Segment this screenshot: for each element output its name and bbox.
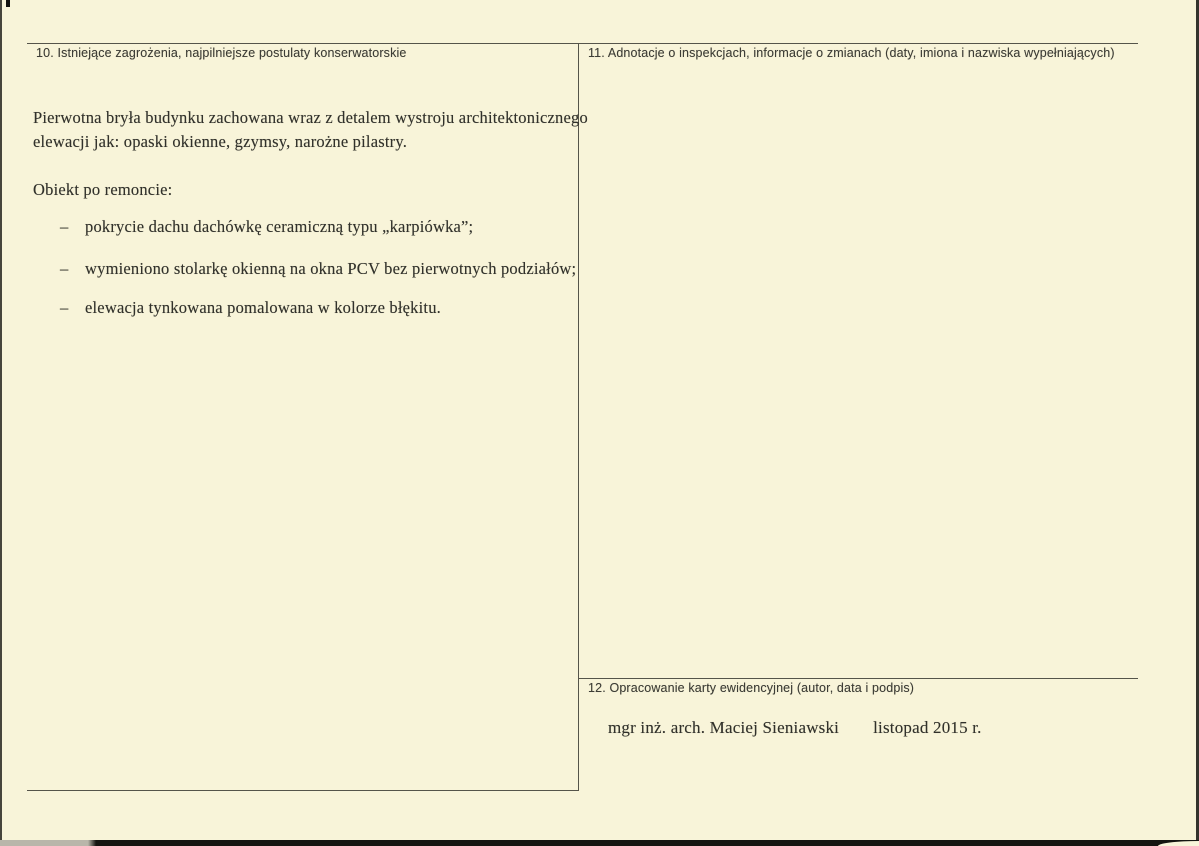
section-10-header: 10. Istniejące zagrożenia, najpilniejsze postulaty konserwatorskie bbox=[36, 46, 407, 60]
condition-paragraph-line-2: elewacji jak: opaski okienne, gzymsy, narożne pilastry. bbox=[33, 131, 408, 151]
list-dash-marker: – bbox=[60, 259, 69, 278]
list-item bbox=[60, 217, 473, 237]
section-10-bottom-line bbox=[27, 790, 578, 791]
completion-date: listopad 2015 r. bbox=[873, 718, 982, 737]
list-item-text: pokrycie dachu dachówkę ceramiczną typu „karpiówka”; bbox=[85, 217, 474, 236]
top-rule-line bbox=[27, 43, 1138, 44]
condition-paragraph bbox=[33, 106, 588, 153]
list-item-text: wymieniono stolarkę okienną na okna PCV bez pierwotnych podziałów; bbox=[85, 259, 577, 278]
scan-edge-bottom bbox=[0, 840, 1199, 846]
after-renovation-heading: Obiekt po remoncie: bbox=[33, 180, 173, 199]
signature-line bbox=[608, 718, 982, 738]
scan-mark-top-left bbox=[6, 0, 10, 7]
author-name: mgr inż. arch. Maciej Sieniawski bbox=[608, 718, 840, 737]
section-12-top-line bbox=[578, 678, 1138, 679]
section-11-header: 11. Adnotacje o inspekcjach, informacje o zmianach (daty, imiona i nazwiska wypełniających) bbox=[588, 46, 1115, 60]
list-item-text: elewacja tynkowana pomalowana w kolorze błękitu. bbox=[85, 298, 441, 317]
scan-edge-left bbox=[0, 0, 2, 846]
list-item bbox=[60, 298, 441, 318]
list-item bbox=[60, 259, 576, 279]
section-12-header: 12. Opracowanie karty ewidencyjnej (autor, data i podpis) bbox=[588, 681, 915, 695]
condition-paragraph-line-1: Pierwotna bryła budynku zachowana wraz z detalem wystroju architektonicznego bbox=[33, 108, 588, 127]
list-dash-marker: – bbox=[60, 217, 69, 236]
list-dash-marker: – bbox=[60, 298, 69, 317]
